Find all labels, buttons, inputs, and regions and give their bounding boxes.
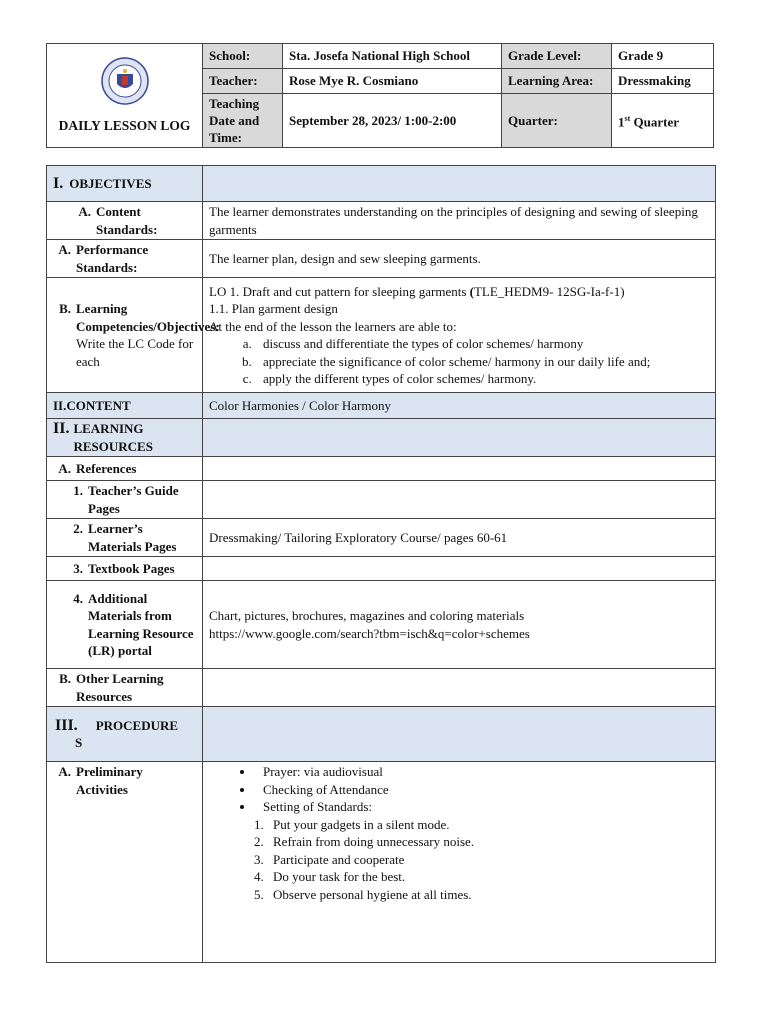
- performance-standards-label: A. Performance Standards:: [47, 240, 203, 278]
- additional-materials-value: Chart, pictures, brochures, magazines and coloring materials https://www.google.com/search?tbm=isch&q=color+schemes: [203, 581, 716, 669]
- content-standards-label: A. Content Standards:: [47, 202, 203, 240]
- learners-materials-value: Dressmaking/ Tailoring Exploratory Course/ pages 60-61: [203, 519, 716, 557]
- list-item: 2. Refrain from doing unnecessary noise.: [267, 833, 709, 851]
- school-label: School:: [203, 44, 283, 69]
- learning-competencies-label: B. Learning Competencies/Objectives: Write the LC Code for each: [47, 278, 203, 393]
- activities-list: [209, 763, 709, 816]
- grade-label: Grade Level:: [502, 44, 612, 69]
- date-value: September 28, 2023/ 1:00-2:00: [283, 94, 502, 148]
- learning-resources-heading: II. LEARNING RESOURCES: [47, 419, 203, 457]
- deped-seal-icon: [100, 57, 150, 105]
- learning-competencies-value: LO 1. Draft and cut pattern for sleeping garments (TLE_HEDM9- 12SG-Ia-f-1) 1.1. Plan garment design At the end of the lesson the learners are able to: a. discuss and differentiate the types of color schemes/ harmony b. appreciate the significance of color scheme/ harmony in our daily life and; c. apply the different types of color schemes/ harmony.: [203, 278, 716, 393]
- area-label: Learning Area:: [502, 69, 612, 94]
- list-item: 4. Do your task for the best.: [267, 868, 709, 886]
- page-title: DAILY LESSON LOG: [58, 117, 191, 133]
- header-table: [46, 43, 714, 148]
- learners-materials-label: 2. Learner’s Materials Pages: [47, 519, 203, 557]
- list-item: a. discuss and differentiate the types of color schemes/ harmony: [255, 335, 709, 353]
- objectives-list: [209, 335, 709, 388]
- additional-materials-label: 4. Additional Materials from Learning Resource (LR) portal: [47, 581, 203, 669]
- list-item: 1. Put your gadgets in a silent mode.: [267, 816, 709, 834]
- teachers-guide-label: 1. Teacher’s Guide Pages: [47, 481, 203, 519]
- list-item: 3. Participate and cooperate: [267, 851, 709, 869]
- date-label: Teaching Date and Time:: [203, 94, 283, 148]
- list-item: • Setting of Standards:: [255, 798, 709, 816]
- standards-list: [209, 816, 709, 904]
- title-cell: [47, 44, 203, 148]
- area-value: Dressmaking: [612, 69, 714, 94]
- preliminary-activities-label: A. Preliminary Activities: [47, 762, 203, 963]
- procedures-heading: III. PROCEDURE S: [47, 707, 203, 762]
- content-standards-value: The learner demonstrates understanding on the principles of designing and sewing of sleeping garments: [203, 202, 716, 240]
- list-item: b. appreciate the significance of color scheme/ harmony in our daily life and;: [255, 353, 709, 371]
- textbook-label: 3. Textbook Pages: [47, 557, 203, 581]
- preliminary-activities-value: [203, 762, 716, 963]
- content-value: Color Harmonies / Color Harmony: [203, 393, 716, 419]
- list-item: • Prayer: via audiovisual: [255, 763, 709, 781]
- performance-standards-value: The learner plan, design and sew sleeping garments.: [203, 240, 716, 278]
- quarter-value: 1st Quarter: [612, 94, 714, 148]
- objectives-heading: I. OBJECTIVES: [47, 166, 203, 202]
- other-resources-label: B. Other Learning Resources: [47, 669, 203, 707]
- content-heading: II.CONTENT: [47, 393, 203, 419]
- grade-value: Grade 9: [612, 44, 714, 69]
- list-item: • Checking of Attendance: [255, 781, 709, 799]
- lesson-table: [46, 165, 716, 963]
- teacher-label: Teacher:: [203, 69, 283, 94]
- list-item: 5. Observe personal hygiene at all times.: [267, 886, 709, 904]
- references-label: A. References: [47, 457, 203, 481]
- teacher-value: Rose Mye R. Cosmiano: [283, 69, 502, 94]
- school-value: Sta. Josefa National High School: [283, 44, 502, 69]
- quarter-label: Quarter:: [502, 94, 612, 148]
- list-item: c. apply the different types of color schemes/ harmony.: [255, 370, 709, 388]
